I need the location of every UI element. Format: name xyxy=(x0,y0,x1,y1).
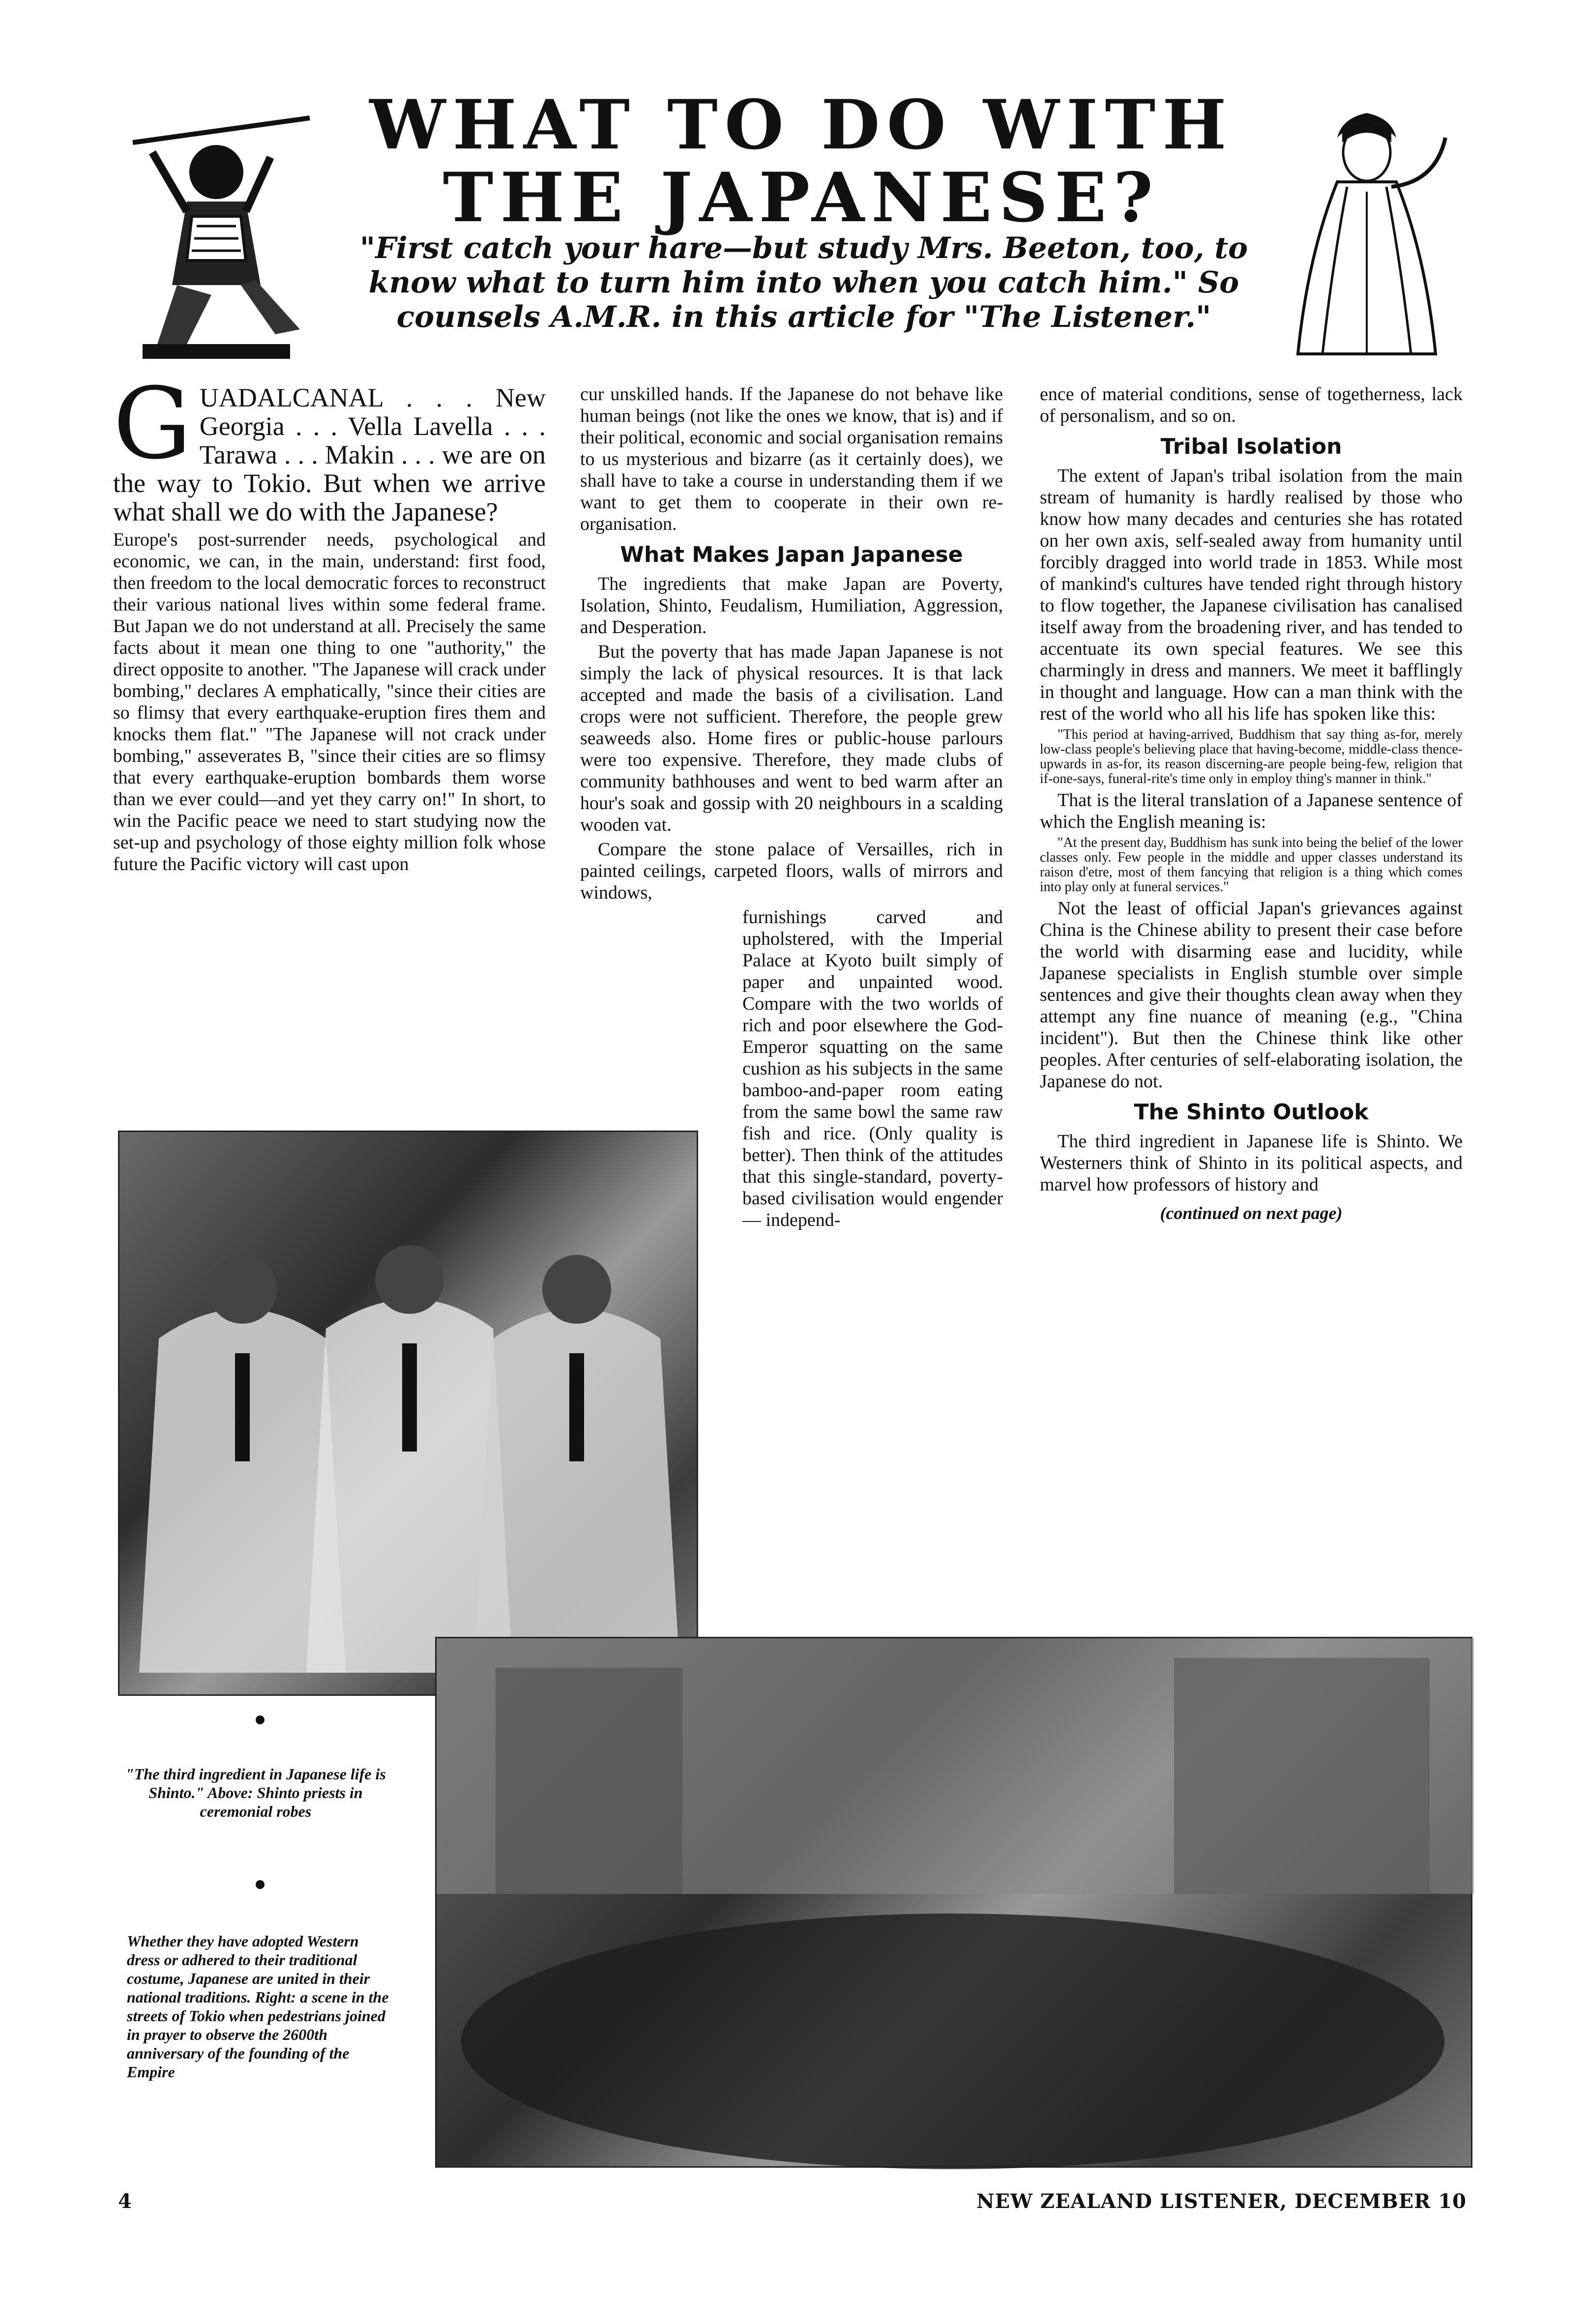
section-heading-shinto-outlook: The Shinto Outlook xyxy=(1134,1100,1369,1125)
body-paragraph: cur unskilled hands. If the Japanese do not behave like human beings (not like the ones we know, that is) and if their political, economic and social organisation remains to us mysterious and bizarre (as it certainly does), we shall have to take a course in understanding them if we want to get them to cooperate in their own re-organisation. xyxy=(580,384,1003,534)
masthead-footer: NEW ZEALAND LISTENER, DECEMBER 10 xyxy=(976,2190,1467,2213)
continued-note: (continued on next page) xyxy=(1160,1203,1343,1223)
body-paragraph: The extent of Japan's tribal isolation from the main stream of humanity is hardly realised by those who know how many decades and centuries she has rotated on her own axis, self-sealed away from humanity until forcibly dragged into world trade in 1853. While most of mankind's cultures have tended right through history to flow together, the Japanese civilisation has canalised itself away from the broadening river, and has tended to accentuate its own special features. We see this charmingly in dress and manners. We meet it bafflingly in thought and language. How can a man think with the rest of the world who all his life has spoken like this: xyxy=(1040,465,1463,724)
body-paragraph-wrapped: furnishings carved and upholstered, with the Imperial Palace at Kyoto built simply of paper and unpainted wood. Compare with the two worlds of rich and poor elsewhere the God-Emperor squatting on the same cushion as his subjects in the same bamboo-and-paper room eating from the same bowl the same raw fish and rice. (Only quality is better). Then think of the attitudes that this single-standard, poverty-based civilisation would engender — independ- xyxy=(742,907,1003,1230)
body-paragraph: The third ingredient in Japanese life is Shinto. We Westerners think of Shinto in its political aspects, and marvel how professors of history and xyxy=(1040,1131,1463,1195)
caption-bullet xyxy=(256,1880,264,1889)
kimono-woman-illustration xyxy=(1278,108,1455,364)
page-number: 4 xyxy=(118,2190,132,2213)
article-column-3 xyxy=(1040,383,1463,1224)
body-paragraph: That is the literal translation of a Japanese sentence of which the English meaning is: xyxy=(1040,790,1463,832)
article-column-2 xyxy=(580,383,1003,1234)
quoted-meaning: "At the present day, Buddhism has sunk into being the belief of the lower classes only. Few people in the middle and upper classes understand its raison d'etre, most of them fancying that religion is a thing which comes into play only at funeral services." xyxy=(1040,835,1463,895)
drop-cap: G xyxy=(113,367,192,481)
section-heading-tribal-isolation: Tribal Isolation xyxy=(1160,434,1342,459)
caption-street-scene: Whether they have adopted Western dress or adhered to their traditional costume, Japanese are united in their national traditions. Right: a scene in the streets of Tokio when pedestrians joined in prayer to observe the 2600th anniversary of the founding of the Empire xyxy=(127,1932,389,2081)
article-column-1 xyxy=(113,367,546,878)
caption-bullet xyxy=(256,1715,264,1724)
body-paragraph: Not the least of official Japan's grievances against China is the Chinese ability to present their case before the world with disarming ease and lucidity, while Japanese specialists in English stumble over simple sentences and give their thoughts clean away when they attempt any fine nuance of meaning (e.g., "China incident"). But then the Chinese think like other peoples. After centuries of self-elaborating isolation, the Japanese do not. xyxy=(1040,898,1463,1092)
lede-text: UADALCANAL . . . New Georgia . . . Vella Lavella . . . Tarawa . . . Makin . . . we are on the way to Tokio. But when we arrive what shall we do with the Japanese? xyxy=(113,383,546,526)
section-heading-what-makes-japan: What Makes Japan Japanese xyxy=(620,542,963,567)
subheadline: "First catch your hare—but study Mrs. Beeton, too, to know what to turn him into when you catch him." So counsels A.M.R. in this article for "The Listener." xyxy=(359,231,1248,334)
body-paragraph: ence of material conditions, sense of togetherness, lack of personalism, and so on. xyxy=(1040,384,1463,426)
samurai-illustration xyxy=(113,98,320,374)
headline-line-1: WHAT TO DO WITH xyxy=(369,85,1234,165)
lede-paragraph xyxy=(113,367,546,526)
headline-line-2: THE JAPANESE? xyxy=(442,157,1160,237)
caption-shinto-priests: "The third ingredient in Japanese life is Shinto." Above: Shinto priests in ceremonial robes xyxy=(125,1765,386,1820)
body-paragraph: Europe's post-surrender needs, psychological and economic, we can, in the main, understand: first food, then freedom to the local democratic forces to reconstruct their various national lives within some federal frame. But Japan we do not understand at all. Precisely the same facts about it mean one thing to one "authority," the direct opposite to another. "The Japanese will crack under bombing," declares A emphatically, "since their cities are so flimsy that every earthquake-eruption fires them and knocks them flat." "The Japanese will not crack under bombing," asseverates B, "since their cities are so flimsy that every earthquake-eruption bombards them worse than we ever could—and yet they carry on!" In short, to win the Pacific peace we need to start studying now the set-up and psychology of those eighty million folk whose future the Pacific victory will cast upon xyxy=(113,529,546,874)
priests-figures xyxy=(119,1132,700,1697)
photo-shinto-priests xyxy=(118,1131,698,1696)
body-paragraph: The ingredients that make Japan are Poverty, Isolation, Shinto, Feudalism, Humiliation, Aggression, and Desperation. xyxy=(580,574,1003,638)
street-crowd xyxy=(437,1638,1474,2169)
body-paragraph: Compare the stone palace of Versailles, rich in painted ceilings, carpeted floors, walls of mirrors and windows, xyxy=(580,839,1003,903)
photo-tokio-street-prayer xyxy=(435,1637,1472,2168)
quoted-translation: "This period at having-arrived, Buddhism that say thing as-for, merely low-class people's believing place that having-become, middle-class thence-upwards in as-for, its reason discerning-are people being-few, religion that if-one-says, funeral-rite's time only in employ thing's manner in think." xyxy=(1040,727,1463,786)
body-paragraph: But the poverty that has made Japan Japanese is not simply the lack of physical resources. It is that lack accepted and made the basis of a civilisation. Land crops were not sufficient. Therefore, the people grew seaweeds also. Home fires or public-house parlours were too expensive. Therefore, they made clubs of community bathhouses and went to bed warm after an hour's soak and gossip with 20 neighbours in a scalding wooden vat. xyxy=(580,641,1003,835)
headline xyxy=(359,85,1244,237)
